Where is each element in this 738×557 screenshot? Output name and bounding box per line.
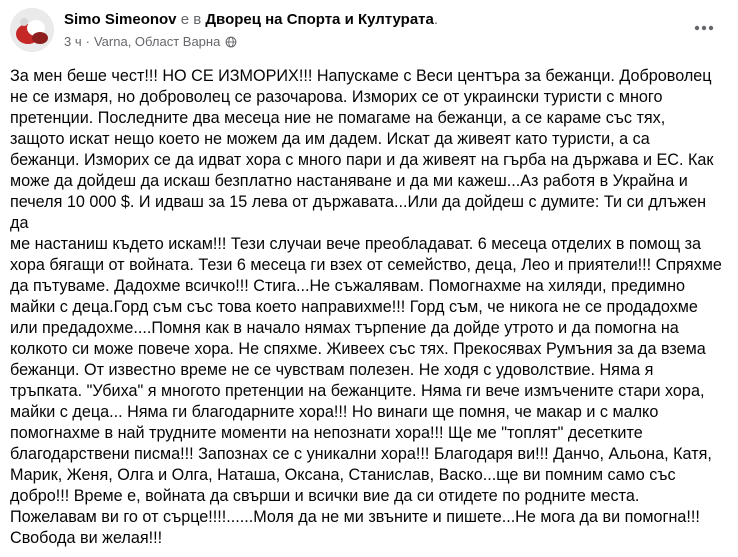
checkin-connector: е в	[180, 11, 202, 28]
post-meta	[64, 34, 237, 49]
author-line	[64, 11, 438, 28]
author-name[interactable]: Simo Simeonov	[64, 11, 177, 28]
meta-separator: ·	[85, 34, 90, 49]
avatar[interactable]	[10, 8, 54, 52]
more-horizontal-icon	[694, 25, 714, 31]
place-suffix: .	[433, 11, 439, 28]
globe-icon[interactable]	[225, 36, 237, 48]
place-name[interactable]: Дворец на Спорта и Културата	[205, 11, 434, 28]
post-time[interactable]: 3 ч	[64, 34, 82, 49]
more-options-button[interactable]	[690, 14, 718, 42]
post-body	[10, 66, 726, 549]
avatar-image-icon	[10, 8, 54, 52]
post-location[interactable]: Varna, Област Варна	[93, 34, 221, 49]
post-text: За мен беше чест!!! НО СЕ ИЗМОРИХ!!! Напускаме с Веси центъра за бежанци. Доброволец не се измаря, но доброволец се разочарова. Изморих се от украински туристи с много претенции. Последните два месеца ние не помагаме на бежанци, а се караме със тях, защото искат нещо което не можем да им дадем. Искат да живеят като туристи, а са бежанци. Изморих се да идват хора с много пари и да живеят на гърба на държава и ЕС. Как може да дойдеш да искаш безплатно настаняване и да ми кажеш...Аз работя в Украйна и печеля 10 000 $. И идваш за 15 лева от държавата...Или да дойдеш с думите: Ти си длъжен да ме настаниш където искам!!! Тези случаи вече преобладават. 6 месеца отделих в помощ за хора бягащи от войната. Тези 6 месеца ги взех от семейство, деца, Лео и приятели!!! Спряхме да пътуваме. Дадохме всичко!!! Стига...Не съжалявам. Помогнахме на хиляди, предимно майки с деца.Горд съм със това което направихме!!! Горд съм, че никога не се продадохме или предадохме....Помня как в начало нямах търпение да дойде утрото и да помогна на колкото си може повече хора. Не спяхме. Живеех със тях. Прекосявах Румъния за да взема бежанци. От известно време не се чувствам полезен. Не ходя с удоволствие. Няма я тръпката. "Убиха" я многото претенции на бежанците. Няма ги вече измъчените стари хора, майки с деца... Няма ги благодарните хора!!! Но винаги ще помня, че макар и с малко помогнахме в най трудните моменти на непознати хора!!! Ще ме "топлят" десетките благодарствени писма!!! Запознах се с уникални хора!!! Благодаря ви!!! Данчо, Альона, Катя, Марик, Женя, Олга и Олга, Наташа, Оксана, Станислав, Васко...ще ви помним само със добро!!! Време е, войната да свърши и всички вие да си отидете по родните места. Пожелавам ви го от сърце!!!!......Моля да не ми звъните и пишете...Не мога да ви помогна!!! Свобода ви желая!!!	[10, 67, 722, 547]
post-header	[10, 8, 728, 52]
